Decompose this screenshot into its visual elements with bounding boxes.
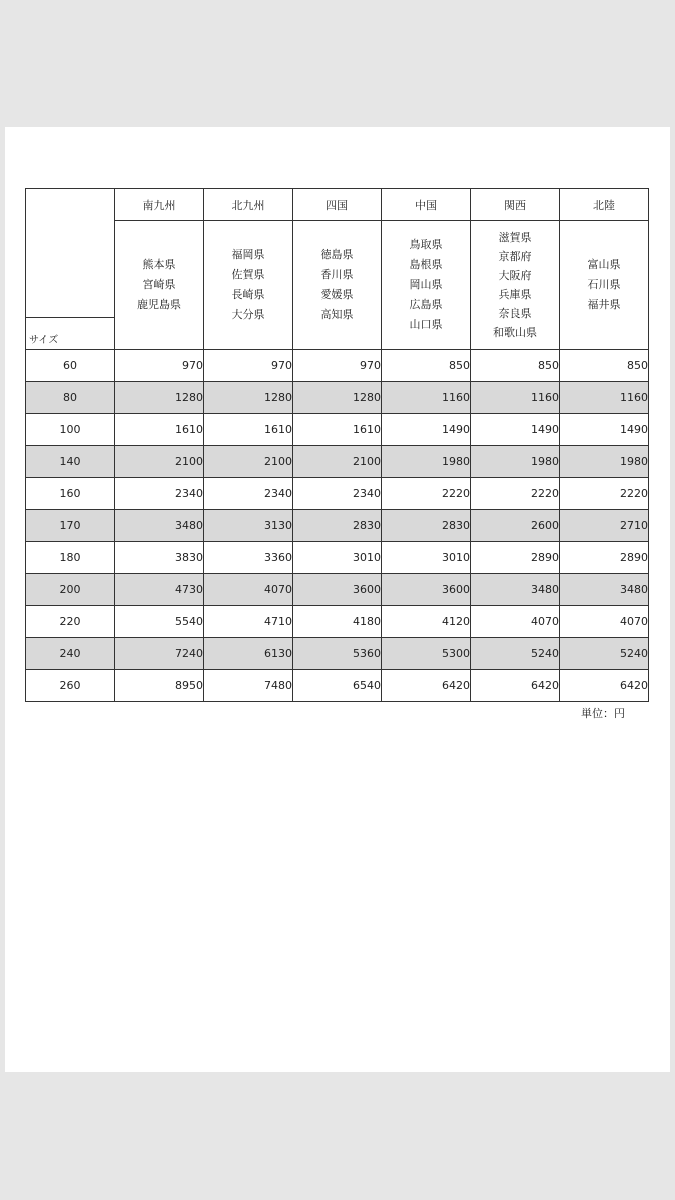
prefecture-name: 福岡県 [231, 248, 265, 262]
prefecture-name: 京都府 [498, 250, 532, 264]
price-cell: 4070 [560, 606, 649, 638]
region-header: 北陸 [560, 189, 649, 221]
price-cell: 5360 [293, 638, 382, 670]
price-cell: 1490 [382, 414, 471, 446]
size-cell: 80 [26, 382, 115, 414]
price-cell: 3130 [204, 510, 293, 542]
prefecture-name: 鹿児島県 [137, 298, 181, 312]
table-row [26, 606, 649, 638]
price-cell: 2340 [204, 478, 293, 510]
prefecture-name: 山口県 [409, 318, 443, 332]
price-cell: 850 [560, 350, 649, 382]
prefecture-list-cell [560, 221, 649, 350]
size-cell: 220 [26, 606, 115, 638]
price-cell: 2220 [560, 478, 649, 510]
price-cell: 2340 [293, 478, 382, 510]
price-cell: 1610 [115, 414, 204, 446]
price-cell: 1980 [471, 446, 560, 478]
corner-divider [26, 317, 114, 318]
price-cell: 2100 [204, 446, 293, 478]
price-cell: 1280 [115, 382, 204, 414]
prefecture-name: 大分県 [231, 308, 265, 322]
size-cell: 60 [26, 350, 115, 382]
prefecture-name: 富山県 [587, 258, 621, 272]
price-cell: 1280 [204, 382, 293, 414]
price-cell: 4730 [115, 574, 204, 606]
price-cell: 1980 [560, 446, 649, 478]
prefecture-name: 徳島県 [320, 248, 354, 262]
price-cell: 1490 [560, 414, 649, 446]
price-cell: 2100 [115, 446, 204, 478]
prefecture-list-cell [382, 221, 471, 350]
prefecture-name: 鳥取県 [409, 238, 443, 252]
shipping-rate-table [25, 188, 649, 702]
price-cell: 970 [115, 350, 204, 382]
table-row [26, 510, 649, 542]
price-cell: 4070 [204, 574, 293, 606]
price-cell: 2710 [560, 510, 649, 542]
region-header: 四国 [293, 189, 382, 221]
size-corner-cell [26, 189, 115, 350]
price-cell: 3830 [115, 542, 204, 574]
prefecture-name: 兵庫県 [498, 288, 532, 302]
price-cell: 2600 [471, 510, 560, 542]
prefecture-name: 島根県 [409, 258, 443, 272]
prefecture-name: 福井県 [587, 298, 621, 312]
price-cell: 7480 [204, 670, 293, 702]
price-cell: 5300 [382, 638, 471, 670]
prefecture-name: 大阪府 [498, 269, 532, 283]
price-cell: 4710 [204, 606, 293, 638]
table-row [26, 446, 649, 478]
price-cell: 1160 [560, 382, 649, 414]
price-cell: 5540 [115, 606, 204, 638]
prefecture-name: 石川県 [587, 278, 621, 292]
table-row [26, 382, 649, 414]
prefecture-name: 高知県 [320, 308, 354, 322]
size-cell: 140 [26, 446, 115, 478]
size-cell: 260 [26, 670, 115, 702]
size-column-label: サイズ [29, 335, 59, 346]
price-cell: 4180 [293, 606, 382, 638]
price-cell: 850 [471, 350, 560, 382]
price-cell: 5240 [471, 638, 560, 670]
prefecture-name: 香川県 [320, 268, 354, 282]
price-cell: 7240 [115, 638, 204, 670]
price-cell: 1490 [471, 414, 560, 446]
price-cell: 6130 [204, 638, 293, 670]
prefecture-name: 長崎県 [231, 288, 265, 302]
region-header: 関西 [471, 189, 560, 221]
prefecture-name: 岡山県 [409, 278, 443, 292]
prefecture-name: 熊本県 [142, 258, 176, 272]
price-cell: 2340 [115, 478, 204, 510]
price-cell: 850 [382, 350, 471, 382]
table-row [26, 638, 649, 670]
prefecture-name: 和歌山県 [493, 326, 537, 340]
price-cell: 2830 [293, 510, 382, 542]
table-row [26, 350, 649, 382]
prefecture-row [26, 221, 649, 350]
table-row [26, 574, 649, 606]
region-header: 南九州 [115, 189, 204, 221]
price-cell: 3360 [204, 542, 293, 574]
price-cell: 1610 [204, 414, 293, 446]
price-cell: 1160 [382, 382, 471, 414]
size-cell: 180 [26, 542, 115, 574]
price-cell: 2220 [471, 478, 560, 510]
price-cell: 3010 [382, 542, 471, 574]
price-cell: 4120 [382, 606, 471, 638]
price-cell: 6540 [293, 670, 382, 702]
region-header-row [26, 189, 649, 221]
prefecture-list-cell [471, 221, 560, 350]
price-cell: 6420 [382, 670, 471, 702]
prefecture-name: 奈良県 [498, 307, 532, 321]
table-row [26, 670, 649, 702]
price-cell: 3480 [471, 574, 560, 606]
price-cell: 3600 [293, 574, 382, 606]
region-header: 中国 [382, 189, 471, 221]
price-cell: 2890 [560, 542, 649, 574]
prefecture-list-cell [293, 221, 382, 350]
prefecture-list-cell [204, 221, 293, 350]
price-cell: 2100 [293, 446, 382, 478]
price-cell: 1610 [293, 414, 382, 446]
price-cell: 1160 [471, 382, 560, 414]
size-cell: 160 [26, 478, 115, 510]
price-cell: 3010 [293, 542, 382, 574]
price-cell: 2220 [382, 478, 471, 510]
region-header: 北九州 [204, 189, 293, 221]
unit-note: 単位：円 [581, 707, 625, 720]
price-cell: 6420 [560, 670, 649, 702]
prefecture-name: 愛媛県 [320, 288, 354, 302]
document-page [5, 127, 670, 1072]
size-cell: 200 [26, 574, 115, 606]
price-cell: 3600 [382, 574, 471, 606]
prefecture-list-cell [115, 221, 204, 350]
prefecture-name: 佐賀県 [231, 268, 265, 282]
table-row [26, 542, 649, 574]
price-cell: 1980 [382, 446, 471, 478]
price-cell: 970 [204, 350, 293, 382]
price-cell: 4070 [471, 606, 560, 638]
size-cell: 100 [26, 414, 115, 446]
prefecture-name: 宮崎県 [142, 278, 176, 292]
price-cell: 5240 [560, 638, 649, 670]
price-cell: 2830 [382, 510, 471, 542]
price-cell: 1280 [293, 382, 382, 414]
price-cell: 970 [293, 350, 382, 382]
prefecture-name: 滋賀県 [498, 231, 532, 245]
size-cell: 170 [26, 510, 115, 542]
size-cell: 240 [26, 638, 115, 670]
price-cell: 6420 [471, 670, 560, 702]
price-cell: 8950 [115, 670, 204, 702]
price-cell: 2890 [471, 542, 560, 574]
price-cell: 3480 [115, 510, 204, 542]
table-row [26, 478, 649, 510]
prefecture-name: 広島県 [409, 298, 443, 312]
price-cell: 3480 [560, 574, 649, 606]
table-row [26, 414, 649, 446]
